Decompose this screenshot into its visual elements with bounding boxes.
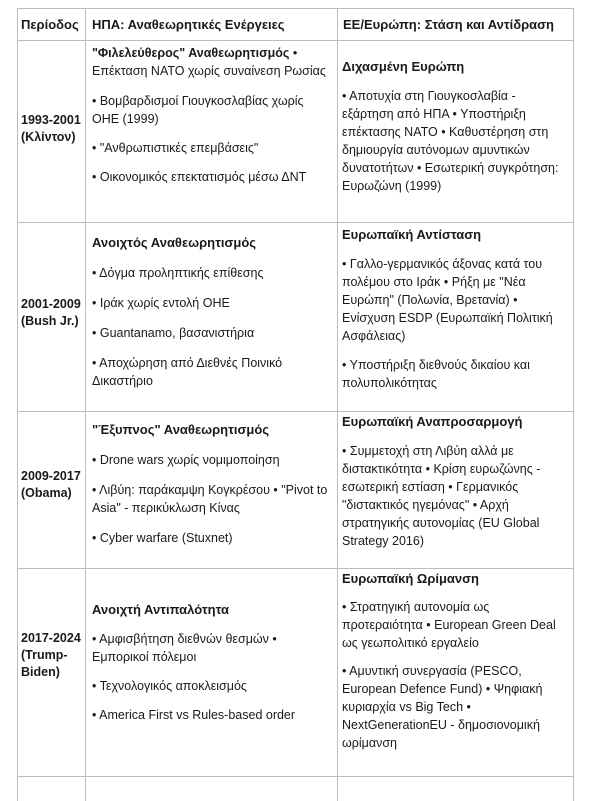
row-divider bbox=[17, 411, 574, 412]
eu-title: Ευρωπαϊκή Ωρίμανση bbox=[342, 571, 479, 586]
row-divider bbox=[17, 776, 574, 777]
usa-point: • Λιβύη: παράκαμψη Κογκρέσου • "Pivot to Asia" - περικύκλωση Κίνας bbox=[92, 483, 328, 515]
usa-cell bbox=[92, 44, 334, 186]
usa-point: • Guantanamo, βασανιστήρια bbox=[92, 326, 255, 340]
column-divider bbox=[337, 8, 338, 801]
period-cell bbox=[21, 296, 85, 330]
usa-point: • "Ανθρωπιστικές επεμβάσεις" bbox=[92, 141, 259, 155]
column-divider bbox=[85, 8, 86, 801]
eu-cell bbox=[342, 226, 570, 392]
period-leader: Biden) bbox=[21, 665, 60, 679]
eu-point: • Στρατηγική αυτονομία ως προτεραιότητα • European Green Deal ως γεωπολιτικό εργαλείο bbox=[342, 600, 556, 650]
usa-point: • Ιράκ χωρίς εντολή ΟΗΕ bbox=[92, 296, 230, 310]
usa-title: Ανοιχτός Αναθεωρητισμός bbox=[92, 235, 257, 250]
header-period: Περίοδος bbox=[21, 17, 79, 32]
period-years: 2001-2009 bbox=[21, 297, 81, 311]
header-eu: ΕΕ/Ευρώπη: Στάση και Αντίδραση bbox=[343, 17, 554, 32]
eu-cell bbox=[342, 570, 570, 752]
eu-point: • Γαλλο-γερμανικός άξονας κατά του πολέμου στο Ιράκ • Ρήξη με "Νέα Ευρώπη" (Πολωνία, Βρετανία) • Ενίσχυση ESDP (Ευρωπαϊκή Πολιτική Ασφάλειας) bbox=[342, 257, 553, 343]
period-leader: (Trump- bbox=[21, 648, 68, 662]
table-border-top bbox=[17, 8, 574, 9]
eu-point: • Υποστήριξη διεθνούς δικαίου και πολυπολικότητας bbox=[342, 358, 530, 390]
header-divider bbox=[17, 40, 574, 41]
period-leader: (Obama) bbox=[21, 486, 72, 500]
usa-title: "Έξυπνος" Αναθεωρητισμός bbox=[92, 422, 270, 437]
table-border-left bbox=[17, 8, 18, 801]
usa-cell bbox=[92, 421, 334, 547]
usa-title-tail: • Επέκταση ΝΑΤΟ χωρίς συναίνεση Ρωσίας bbox=[92, 46, 326, 78]
eu-point: • Αμυντική συνεργασία (PESCO, European Defence Fund) • Ψηφιακή κυριαρχία vs Big Tech • NextGenerationEU - δημοσιονομική ωρίμανση bbox=[342, 664, 543, 750]
usa-point: • Αποχώρηση από Διεθνές Ποινικό Δικαστήριο bbox=[92, 356, 283, 388]
period-years: 2009-2017 bbox=[21, 469, 81, 483]
period-years: 2017-2024 bbox=[21, 631, 81, 645]
usa-title: "Φιλελεύθερος" Αναθεωρητισμός bbox=[92, 46, 290, 60]
usa-title: Ανοιχτή Αντιπαλότητα bbox=[92, 602, 230, 617]
usa-point: • Drone wars χωρίς νομιμοποίηση bbox=[92, 453, 280, 467]
period-cell bbox=[21, 468, 85, 502]
header-usa: ΗΠΑ: Αναθεωρητικές Ενέργειες bbox=[92, 17, 285, 32]
eu-cell bbox=[342, 413, 570, 550]
row-divider bbox=[17, 568, 574, 569]
comparison-table bbox=[17, 8, 574, 801]
usa-point: • Βομβαρδισμοί Γιουγκοσλαβίας χωρίς ΟΗΕ (1999) bbox=[92, 94, 304, 126]
eu-point: • Αποτυχία στη Γιουγκοσλαβία - εξάρτηση από ΗΠΑ • Υποστήριξη επέκτασης ΝΑΤΟ • Καθυστέρηση στη δημιουργία αυτόνομων αμυντικών δυνατοτήτων • Εσωτερική συγκρότηση: Ευρωζώνη (1999) bbox=[342, 89, 559, 193]
eu-point: • Συμμετοχή στη Λιβύη αλλά με διστακτικότητα • Κρίση ευρωζώνης - εσωτερική εστίαση • Γερμανικός "διστακτικός ηγεμόνας" • Αρχή στρατηγικής αυτονομίας (EU Global Strategy 2016) bbox=[342, 444, 541, 548]
eu-title: Διχασμένη Ευρώπη bbox=[342, 59, 465, 74]
usa-point: • Τεχνολογικός αποκλεισμός bbox=[92, 679, 247, 693]
period-cell bbox=[21, 112, 85, 146]
usa-cell bbox=[92, 601, 334, 724]
table-border-right bbox=[573, 8, 574, 801]
row-divider bbox=[17, 222, 574, 223]
eu-title: Ευρωπαϊκή Αντίσταση bbox=[342, 227, 482, 242]
period-cell bbox=[21, 630, 85, 681]
period-leader: (Κλίντον) bbox=[21, 130, 76, 144]
usa-intro bbox=[92, 44, 334, 80]
usa-point: • Cyber warfare (Stuxnet) bbox=[92, 531, 233, 545]
period-years: 1993-2001 bbox=[21, 113, 81, 127]
usa-point: • Αμφισβήτηση διεθνών θεσμών • Εμπορικοί πόλεμοι bbox=[92, 632, 277, 664]
usa-point: • Δόγμα προληπτικής επίθεσης bbox=[92, 266, 264, 280]
eu-title: Ευρωπαϊκή Αναπροσαρμογή bbox=[342, 414, 523, 429]
usa-cell bbox=[92, 234, 334, 390]
period-leader: (Bush Jr.) bbox=[21, 314, 79, 328]
usa-point: • America First vs Rules-based order bbox=[92, 708, 296, 722]
eu-cell bbox=[342, 58, 570, 195]
usa-point: • Οικονομικός επεκτατισμός μέσω ΔΝΤ bbox=[92, 170, 307, 184]
